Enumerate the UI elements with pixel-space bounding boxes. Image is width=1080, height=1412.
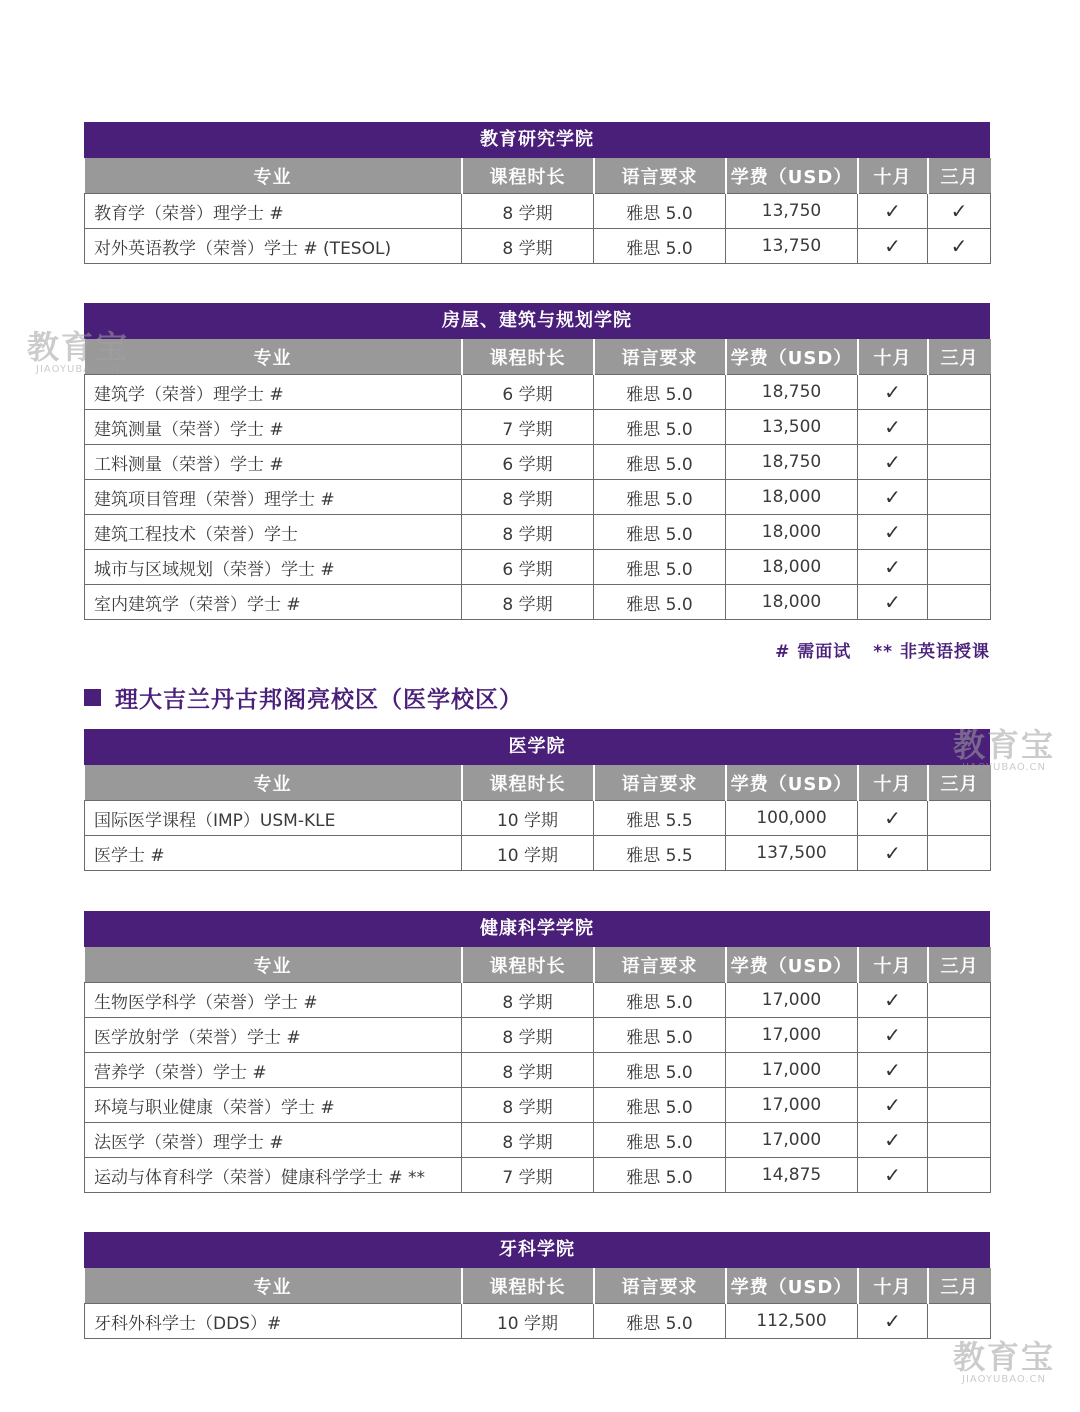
mar-check-icon — [928, 480, 991, 515]
language-cell: 雅思 5.0 — [594, 445, 726, 480]
table-row — [85, 585, 991, 620]
duration-cell: 8 学期 — [462, 1018, 594, 1053]
table-title: 健康科学学院 — [84, 911, 990, 947]
header-oct: 十月 — [858, 765, 928, 801]
mar-check-icon — [928, 410, 991, 445]
table-title: 牙科学院 — [84, 1232, 990, 1268]
fee-cell: 18,000 — [726, 585, 858, 620]
header-mar: 三月 — [928, 339, 991, 375]
header-row — [85, 947, 991, 983]
table-housing-building-planning — [84, 303, 990, 620]
mar-check-icon — [928, 983, 991, 1018]
mar-check-icon — [928, 1123, 991, 1158]
watermark — [944, 728, 1064, 774]
oct-check-icon: ✓ — [858, 585, 928, 620]
table-row — [85, 1053, 991, 1088]
header-row — [85, 158, 991, 194]
major-cell: 医学放射学（荣誉）学士 # — [85, 1018, 462, 1053]
language-cell: 雅思 5.0 — [594, 375, 726, 410]
oct-check-icon: ✓ — [858, 1158, 928, 1193]
fee-cell: 13,750 — [726, 229, 858, 264]
header-language: 语言要求 — [594, 947, 726, 983]
header-major: 专业 — [85, 158, 462, 194]
mar-check-icon — [928, 1088, 991, 1123]
major-cell: 环境与职业健康（荣誉）学士 # — [85, 1088, 462, 1123]
duration-cell: 8 学期 — [462, 229, 594, 264]
duration-cell: 8 学期 — [462, 1123, 594, 1158]
oct-check-icon: ✓ — [858, 480, 928, 515]
header-major: 专业 — [85, 1268, 462, 1304]
fee-cell: 17,000 — [726, 1088, 858, 1123]
duration-cell: 8 学期 — [462, 515, 594, 550]
oct-check-icon: ✓ — [858, 375, 928, 410]
square-bullet-icon — [84, 689, 101, 706]
major-cell: 医学士 # — [85, 836, 462, 871]
duration-cell: 8 学期 — [462, 983, 594, 1018]
major-cell: 建筑测量（荣誉）学士 # — [85, 410, 462, 445]
duration-cell: 8 学期 — [462, 585, 594, 620]
table-dentistry — [84, 1232, 990, 1339]
header-fee: 学费（USD） — [726, 1268, 858, 1304]
watermark-url: JIAOYUBAO.CN — [962, 1374, 1046, 1385]
fee-cell: 18,750 — [726, 375, 858, 410]
fee-cell: 17,000 — [726, 1123, 858, 1158]
major-cell: 城市与区域规划（荣誉）学士 # — [85, 550, 462, 585]
header-fee: 学费（USD） — [726, 339, 858, 375]
header-duration: 课程时长 — [462, 158, 594, 194]
duration-cell: 6 学期 — [462, 445, 594, 480]
watermark-text: 教育宝 — [952, 726, 1055, 764]
watermark-text: 教育宝 — [952, 1338, 1055, 1376]
duration-cell: 7 学期 — [462, 410, 594, 445]
table-row — [85, 983, 991, 1018]
header-fee: 学费（USD） — [726, 158, 858, 194]
duration-cell: 8 学期 — [462, 1053, 594, 1088]
watermark — [18, 330, 138, 376]
header-mar: 三月 — [928, 1268, 991, 1304]
mar-check-icon — [928, 1304, 991, 1339]
header-language: 语言要求 — [594, 339, 726, 375]
table-row — [85, 1018, 991, 1053]
major-cell: 法医学（荣誉）理学士 # — [85, 1123, 462, 1158]
oct-check-icon: ✓ — [858, 445, 928, 480]
language-cell: 雅思 5.0 — [594, 194, 726, 229]
fee-cell: 18,000 — [726, 480, 858, 515]
table-row — [85, 1304, 991, 1339]
oct-check-icon: ✓ — [858, 801, 928, 836]
mar-check-icon: ✓ — [928, 194, 991, 229]
header-oct: 十月 — [858, 947, 928, 983]
major-cell: 生物医学科学（荣誉）学士 # — [85, 983, 462, 1018]
table-row — [85, 1158, 991, 1193]
table-row — [85, 480, 991, 515]
header-mar: 三月 — [928, 158, 991, 194]
oct-check-icon: ✓ — [858, 550, 928, 585]
header-major: 专业 — [85, 339, 462, 375]
oct-check-icon: ✓ — [858, 1088, 928, 1123]
language-cell: 雅思 5.0 — [594, 550, 726, 585]
language-cell: 雅思 5.0 — [594, 1158, 726, 1193]
major-cell: 建筑学（荣誉）理学士 # — [85, 375, 462, 410]
mar-check-icon — [928, 836, 991, 871]
header-language: 语言要求 — [594, 765, 726, 801]
fee-cell: 17,000 — [726, 1018, 858, 1053]
fee-cell: 137,500 — [726, 836, 858, 871]
language-cell: 雅思 5.0 — [594, 410, 726, 445]
table-title: 教育研究学院 — [84, 122, 990, 158]
header-fee: 学费（USD） — [726, 765, 858, 801]
fee-cell: 18,000 — [726, 550, 858, 585]
header-major: 专业 — [85, 765, 462, 801]
oct-check-icon: ✓ — [858, 1123, 928, 1158]
language-cell: 雅思 5.0 — [594, 1088, 726, 1123]
major-cell: 运动与体育科学（荣誉）健康科学学士 # ** — [85, 1158, 462, 1193]
header-oct: 十月 — [858, 1268, 928, 1304]
mar-check-icon — [928, 445, 991, 480]
header-language: 语言要求 — [594, 1268, 726, 1304]
header-mar: 三月 — [928, 765, 991, 801]
table-medicine — [84, 729, 990, 871]
language-cell: 雅思 5.5 — [594, 801, 726, 836]
major-cell: 营养学（荣誉）学士 # — [85, 1053, 462, 1088]
duration-cell: 6 学期 — [462, 550, 594, 585]
oct-check-icon: ✓ — [858, 515, 928, 550]
watermark-url: JIAOYUBAO.CN — [962, 762, 1046, 773]
watermark-url: JIAOYUBAO.CN — [36, 364, 120, 375]
oct-check-icon: ✓ — [858, 194, 928, 229]
language-cell: 雅思 5.0 — [594, 983, 726, 1018]
fee-cell: 18,750 — [726, 445, 858, 480]
language-cell: 雅思 5.0 — [594, 480, 726, 515]
table-education — [84, 122, 990, 264]
watermark — [944, 1340, 1064, 1386]
language-cell: 雅思 5.0 — [594, 515, 726, 550]
section-heading-text: 理大吉兰丹古邦阁亮校区（医学校区） — [115, 686, 523, 713]
header-fee: 学费（USD） — [726, 947, 858, 983]
duration-cell: 10 学期 — [462, 1304, 594, 1339]
fee-cell: 112,500 — [726, 1304, 858, 1339]
header-duration: 课程时长 — [462, 947, 594, 983]
mar-check-icon — [928, 1018, 991, 1053]
header-mar: 三月 — [928, 947, 991, 983]
table-row — [85, 445, 991, 480]
language-cell: 雅思 5.0 — [594, 1123, 726, 1158]
header-language: 语言要求 — [594, 158, 726, 194]
legend-interview: # 需面试 — [775, 642, 852, 662]
major-cell: 牙科外科学士（DDS）# — [85, 1304, 462, 1339]
major-cell: 教育学（荣誉）理学士 # — [85, 194, 462, 229]
language-cell: 雅思 5.0 — [594, 1053, 726, 1088]
oct-check-icon: ✓ — [858, 1304, 928, 1339]
duration-cell: 8 学期 — [462, 480, 594, 515]
duration-cell: 8 学期 — [462, 1088, 594, 1123]
header-duration: 课程时长 — [462, 765, 594, 801]
oct-check-icon: ✓ — [858, 1053, 928, 1088]
language-cell: 雅思 5.0 — [594, 229, 726, 264]
mar-check-icon — [928, 515, 991, 550]
table-row — [85, 1123, 991, 1158]
duration-cell: 10 学期 — [462, 836, 594, 871]
table-row — [85, 801, 991, 836]
section-heading — [84, 680, 523, 714]
legend — [600, 637, 990, 662]
language-cell: 雅思 5.0 — [594, 1018, 726, 1053]
oct-check-icon: ✓ — [858, 1018, 928, 1053]
major-cell: 国际医学课程（IMP）USM-KLE — [85, 801, 462, 836]
fee-cell: 18,000 — [726, 515, 858, 550]
header-row — [85, 339, 991, 375]
mar-check-icon — [928, 550, 991, 585]
fee-cell: 100,000 — [726, 801, 858, 836]
oct-check-icon: ✓ — [858, 229, 928, 264]
table-title: 房屋、建筑与规划学院 — [84, 303, 990, 339]
mar-check-icon — [928, 801, 991, 836]
header-row — [85, 1268, 991, 1304]
mar-check-icon: ✓ — [928, 229, 991, 264]
fee-cell: 14,875 — [726, 1158, 858, 1193]
language-cell: 雅思 5.0 — [594, 1304, 726, 1339]
oct-check-icon: ✓ — [858, 410, 928, 445]
header-duration: 课程时长 — [462, 339, 594, 375]
table-row — [85, 836, 991, 871]
oct-check-icon: ✓ — [858, 836, 928, 871]
fee-cell: 13,750 — [726, 194, 858, 229]
header-row — [85, 765, 991, 801]
fee-cell: 17,000 — [726, 983, 858, 1018]
header-oct: 十月 — [858, 339, 928, 375]
table-row — [85, 194, 991, 229]
duration-cell: 6 学期 — [462, 375, 594, 410]
watermark-text: 教育宝 — [26, 328, 129, 366]
table-row — [85, 1088, 991, 1123]
major-cell: 对外英语教学（荣誉）学士 # (TESOL) — [85, 229, 462, 264]
duration-cell: 7 学期 — [462, 1158, 594, 1193]
table-health-sciences — [84, 911, 990, 1193]
table-row — [85, 550, 991, 585]
oct-check-icon: ✓ — [858, 983, 928, 1018]
legend-non-english: ** 非英语授课 — [873, 642, 990, 662]
mar-check-icon — [928, 1158, 991, 1193]
fee-cell: 17,000 — [726, 1053, 858, 1088]
major-cell: 建筑项目管理（荣誉）理学士 # — [85, 480, 462, 515]
header-major: 专业 — [85, 947, 462, 983]
major-cell: 工料测量（荣誉）学士 # — [85, 445, 462, 480]
table-row — [85, 229, 991, 264]
major-cell: 建筑工程技术（荣誉）学士 — [85, 515, 462, 550]
duration-cell: 8 学期 — [462, 194, 594, 229]
table-title: 医学院 — [84, 729, 990, 765]
header-duration: 课程时长 — [462, 1268, 594, 1304]
language-cell: 雅思 5.0 — [594, 585, 726, 620]
header-oct: 十月 — [858, 158, 928, 194]
fee-cell: 13,500 — [726, 410, 858, 445]
table-row — [85, 515, 991, 550]
table-row — [85, 410, 991, 445]
mar-check-icon — [928, 585, 991, 620]
table-row — [85, 375, 991, 410]
duration-cell: 10 学期 — [462, 801, 594, 836]
mar-check-icon — [928, 375, 991, 410]
language-cell: 雅思 5.5 — [594, 836, 726, 871]
major-cell: 室内建筑学（荣誉）学士 # — [85, 585, 462, 620]
mar-check-icon — [928, 1053, 991, 1088]
